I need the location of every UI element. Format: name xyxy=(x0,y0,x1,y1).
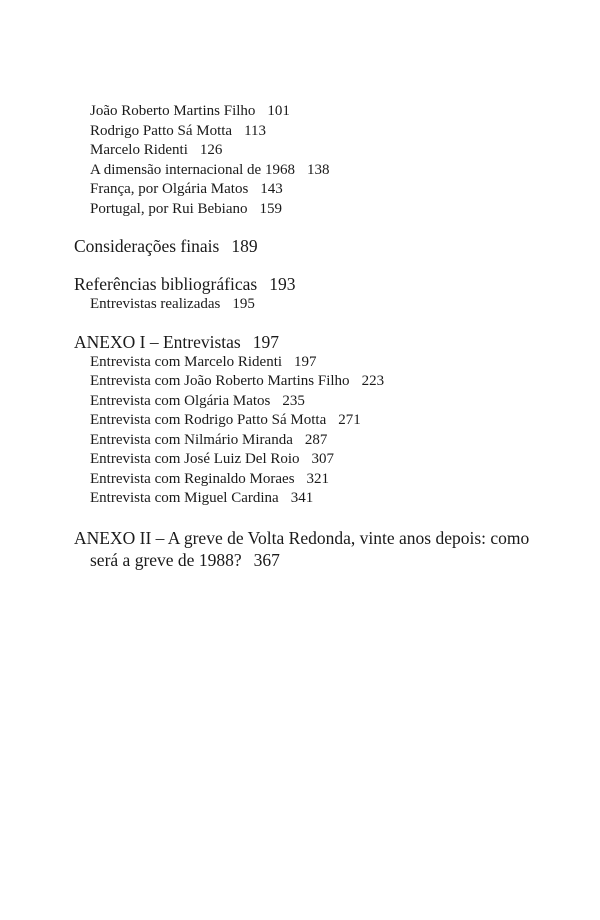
toc-entry xyxy=(74,353,574,373)
toc-entry-title: A dimensão internacional de 1968 xyxy=(90,161,295,178)
toc-entry-page: 287 xyxy=(304,431,328,448)
toc-entry-title: João Roberto Martins Filho xyxy=(90,103,256,119)
toc-section-page: 367 xyxy=(253,549,280,570)
toc-entry xyxy=(74,372,574,392)
toc-entry xyxy=(74,392,574,412)
toc-entry xyxy=(74,431,574,451)
toc-entry-page: 321 xyxy=(306,470,330,487)
toc-entry xyxy=(74,489,574,509)
toc-entry xyxy=(74,200,574,220)
toc-entry-title: Entrevista com Rodrigo Patto Sá Motta xyxy=(90,412,327,428)
toc-entry xyxy=(74,102,574,122)
section-spacer xyxy=(74,219,574,235)
toc-section-page: 193 xyxy=(269,274,296,294)
toc-entry-page: 223 xyxy=(361,373,385,389)
toc-entry-page: 307 xyxy=(311,451,335,467)
toc-entry xyxy=(74,141,574,161)
toc-entry-title: Marcelo Ridenti xyxy=(90,142,188,158)
toc-entry-title: Entrevista com Nilmário Miranda xyxy=(90,431,293,448)
toc-entry-page: 271 xyxy=(338,412,361,428)
toc-section-page: 189 xyxy=(231,236,258,256)
toc-entry-page: 138 xyxy=(306,161,330,178)
table-of-contents xyxy=(74,102,574,571)
toc-entry xyxy=(74,470,574,490)
toc-entry-title: Entrevista com Marcelo Ridenti xyxy=(90,353,283,370)
section-spacer xyxy=(74,257,574,273)
section-spacer xyxy=(74,315,574,331)
toc-entry-title: Entrevista com Olgária Matos xyxy=(90,392,271,409)
toc-entry-page: 143 xyxy=(260,181,283,197)
toc-section-page: 197 xyxy=(252,331,279,352)
toc-entry-title: Portugal, por Rui Bebiano xyxy=(90,200,248,217)
toc-entry-title: França, por Olgária Matos xyxy=(90,181,249,197)
toc-entry xyxy=(74,122,574,142)
toc-section-anexo-1 xyxy=(74,331,574,353)
toc-section-title: Considerações finais xyxy=(74,236,220,256)
section-spacer xyxy=(74,509,574,527)
toc-entry-page: 195 xyxy=(232,296,255,312)
toc-entry-page: 197 xyxy=(294,353,317,370)
toc-section-title: Referências bibliográficas xyxy=(74,274,258,294)
toc-entry xyxy=(74,161,574,181)
toc-entry xyxy=(74,180,574,200)
toc-entry-page: 159 xyxy=(259,200,282,217)
toc-entry-page: 341 xyxy=(290,490,314,506)
toc-entry-page: 113 xyxy=(244,122,267,139)
toc-entry xyxy=(74,450,574,470)
toc-section-consideracoes xyxy=(74,235,574,257)
toc-entry xyxy=(74,411,574,431)
toc-section-title: ANEXO I – Entrevistas xyxy=(74,331,241,352)
toc-section-anexo-2 xyxy=(74,527,560,571)
toc-entry-title: Entrevistas realizadas xyxy=(90,296,221,312)
toc-entry-page: 101 xyxy=(267,103,290,119)
toc-entry-title: Entrevista com Reginaldo Moraes xyxy=(90,470,295,487)
toc-entry-page: 235 xyxy=(282,392,305,409)
toc-section-referencias xyxy=(74,273,574,295)
toc-section-title: ANEXO II – A greve de Volta Redonda, vinte anos depois: como será a greve de 1988? xyxy=(74,527,530,570)
toc-entry-title: Entrevista com José Luiz Del Roio xyxy=(90,451,300,467)
toc-entry-title: Entrevista com Miguel Cardina xyxy=(90,490,279,506)
toc-entry xyxy=(74,295,574,315)
toc-entry-title: Entrevista com João Roberto Martins Filho xyxy=(90,373,350,389)
toc-entry-title: Rodrigo Patto Sá Motta xyxy=(90,122,233,139)
toc-entry-page: 126 xyxy=(199,142,223,158)
